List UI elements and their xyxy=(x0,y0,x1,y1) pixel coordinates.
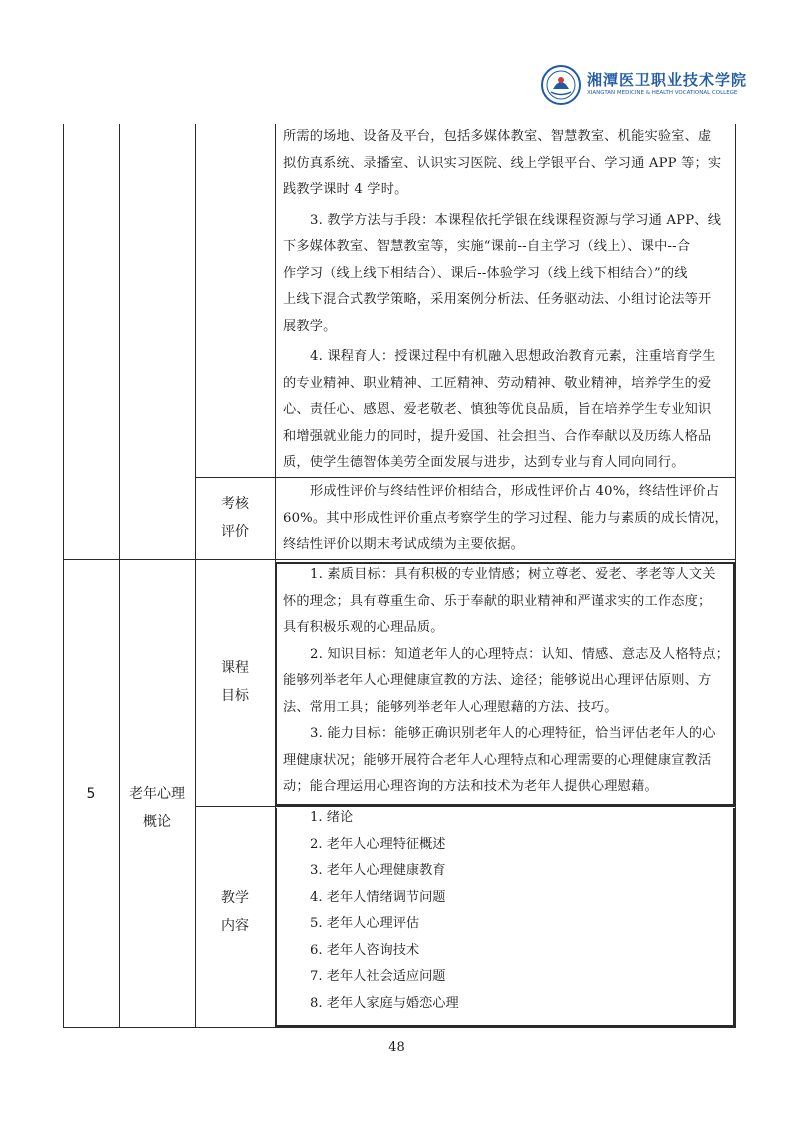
text-line: 拟仿真系统、录播室、认识实习医院、线上学银平台、学习通 APP 等；实 xyxy=(283,155,722,171)
row4-facilities xyxy=(283,124,729,204)
text-line: 形成性评价与终结性评价相结合，形成性评价占 40%，终结性评价占 xyxy=(310,484,720,499)
text-line: 4. 课程育人：授课过程中有机融入思想政治教育元素，注重培育学生 xyxy=(310,349,716,364)
text-line: 所需的场地、设备及平台，包括多媒体教室、智慧教室、机能实验室、虚 xyxy=(283,129,712,144)
college-emblem-icon xyxy=(541,65,581,105)
course-goal-label: 课程 目标 xyxy=(221,660,249,704)
text-line: 理健康状况；能够开展符合老年人心理特点和心理需要的心理健康宣教活 xyxy=(283,752,712,768)
text-line: 能够列举老年人心理健康宣教的方法、途径；能够说出心理评估原则、方 xyxy=(283,673,712,688)
assessment-label: 考核 评价 xyxy=(221,496,249,540)
list-item: 8. 老年人家庭与婚恋心理 xyxy=(310,995,459,1011)
text-line: 60%。其中形成性评价重点考察学生的学习过程、能力与素质的成长情况， xyxy=(283,510,728,526)
teaching-content-label: 教学 内容 xyxy=(221,890,249,934)
list-item: 2. 老年人心理特征概述 xyxy=(310,836,446,852)
course-goal-text xyxy=(283,562,729,801)
text-line: 的专业精神、职业精神、工匠精神、劳动精神、敬业精神，培养学生的爱 xyxy=(283,375,712,391)
text-line: 2. 知识目标：知道老年人的心理特点：认知、情感、意志及人格特点； xyxy=(310,646,729,662)
list-item: 5. 老年人心理评估 xyxy=(310,916,420,931)
text-line: 动；能合理运用心理咨询的方法和技术为老年人提供心理慰藉。 xyxy=(283,779,658,794)
list-item: 3. 老年人心理健康教育 xyxy=(310,863,446,878)
row4-methods xyxy=(283,208,729,341)
course-name: 老年心理 概论 xyxy=(129,786,185,830)
text-line: 3. 教学方法与手段：本课程依托学银在线课程资源与学习通 APP、线 xyxy=(310,212,722,228)
assessment-text xyxy=(283,479,729,559)
text-line: 3. 能力目标：能够正确识别老年人的心理特征，恰当评估老年人的心 xyxy=(310,726,716,741)
page-number: 48 xyxy=(388,1040,405,1055)
list-item: 6. 老年人咨询技术 xyxy=(310,942,420,958)
text-line: 心、责任心、感恩、爱老敬老、慎独等优良品质，旨在培养学生专业知识 xyxy=(283,402,712,417)
list-item: 1. 绪论 xyxy=(310,810,354,825)
text-line: 下多媒体教室、智慧教室等，实施“课前--自主学习（线上）、课中--合 xyxy=(283,239,691,254)
teaching-content-list xyxy=(310,805,730,1017)
text-line: 法、常用工具；能够列举老年人心理慰藉的方法、技巧。 xyxy=(283,699,618,715)
college-logo xyxy=(541,62,748,110)
text-line: 1. 素质目标：具有积极的专业情感；树立尊老、爱老、孝老等人文关 xyxy=(310,567,716,582)
text-line: 怀的理念；具有尊重生命、乐于奉献的职业精神和严谨求实的工作态度； xyxy=(283,593,712,609)
text-line: 终结性评价以期末考试成绩为主要依据。 xyxy=(283,537,524,552)
text-line: 上线下混合式教学策略，采用案例分析法、任务驱动法、小组讨论法等开 xyxy=(283,292,712,307)
row4-content-block xyxy=(283,124,729,477)
text-line: 具有积极乐观的心理品质。 xyxy=(283,620,444,635)
college-name-en: XIANGTAN MEDICINE & HEALTH VOCATIONAL COLLEGE xyxy=(587,90,738,96)
row-number: 5 xyxy=(86,786,96,802)
text-line: 展教学。 xyxy=(283,318,337,334)
text-line: 和增强就业能力的同时，提升爱国、社会担当、合作奉献以及历练人格品 xyxy=(283,428,712,444)
text-line: 践教学课时 4 学时。 xyxy=(283,182,408,197)
row4-education xyxy=(283,344,729,477)
text-line: 作学习（线上线下相结合）、课后--体验学习（线上线下相结合）”的线 xyxy=(283,265,688,281)
text-line: 质，使学生德智体美劳全面发展与进步，达到专业与育人同向同行。 xyxy=(283,455,685,470)
list-item: 4. 老年人情绪调节问题 xyxy=(310,889,446,905)
college-name-cn: 湘潭医卫职业技术学院 xyxy=(587,71,748,89)
list-item: 7. 老年人社会适应问题 xyxy=(310,969,446,984)
